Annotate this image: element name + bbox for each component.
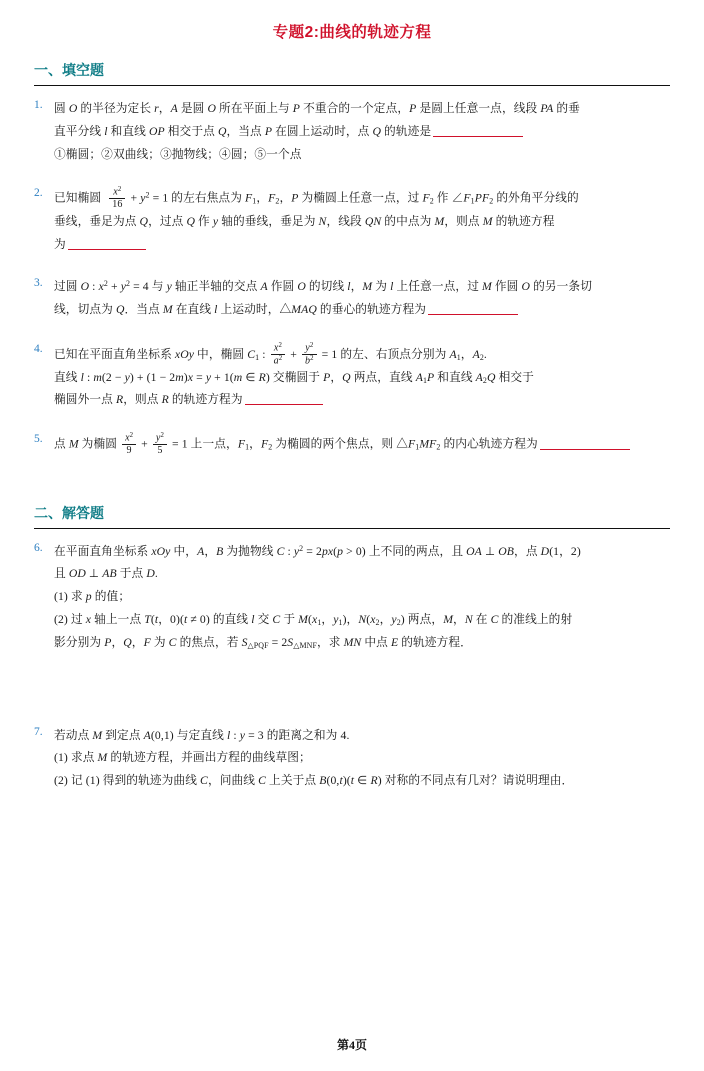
question-item — [34, 276, 670, 322]
question-body: 若动点 M 到定点 A(0,1) 与定直线 l : y = 3 的距离之和为 4. (1) 求点 M 的轨迹方程，并画出方程的曲线草图； (2) 记 (1) 得到的轨迹为曲线 C，问曲线 C 上关于点 B(0,t)(t ∈ R) 对称的不同点有几对？请说明理由． — [54, 728, 574, 788]
section-heading-solution: 二、解答题 — [34, 504, 104, 521]
page-title: 专题2:曲线的轨迹方程 — [272, 24, 432, 41]
question-number: 7. — [34, 725, 43, 738]
question-number: 1. — [34, 99, 43, 111]
question-number: 2. — [34, 187, 43, 200]
question-number: 5. — [34, 433, 43, 446]
question-item — [34, 186, 670, 256]
answer-blank[interactable] — [433, 125, 523, 137]
question-number: 3. — [34, 277, 43, 290]
question-item — [34, 98, 670, 166]
page-footer: 第4页 — [336, 1038, 367, 1052]
question-item — [34, 541, 670, 655]
question-item — [34, 342, 670, 412]
question-number: 4. — [34, 342, 43, 355]
question-body: 圆 O 的半径为定长 r，A 是圆 O 所在平面上与 P 不重合的一个定点，P 是圆上任意一点，线段 PA 的垂 直平分线 l 和直线 OP 相交于点 Q，当点 P 在圆上运动时，点 Q 的轨迹是 ①椭圆；②双曲线；③抛物线；④圆；⑤一个点 — [54, 102, 580, 161]
question-item — [34, 432, 670, 456]
answer-blank[interactable] — [68, 238, 146, 250]
section-divider — [34, 85, 670, 86]
answer-blank[interactable] — [428, 303, 518, 315]
answer-blank[interactable] — [540, 438, 630, 450]
section-divider — [34, 528, 670, 529]
question-body: 已知椭圆 $\frac{x^2}{16}$ + $y^2 = 1$ 的左右焦点为 $F_1$，$F_2$，P 为椭圆上任意一点，过 $F_2$ 作 $\angle F_1PF_2$ 的外角平分线的 垂线，垂足为点 Q，过点 Q 作 y 轴的垂线，垂足为 N，线段 QN 的中点为 M，则点 M 的轨迹方程 为 — [54, 186, 579, 251]
answer-blank[interactable] — [245, 393, 323, 405]
question-body: 过圆 O : $x^2 + y^2 = 4$ 与 y 轴正半轴的交点 A 作圆 O 的切线 l，M 为 l 上任意一点，过 M 作圆 O 的另一条切 线，切点为 Q．当点 M 在直线 l 上运动时，△MAQ 的垂心的轨迹方程为 — [54, 279, 593, 317]
section-heading-fill-in-blank: 一、填空题 — [34, 62, 104, 78]
question-body: 在平面直角坐标系 xOy 中，A，B 为抛物线 C : $y^2 = 2px(p > 0)$ 上不同的两点，且 OA ⊥ OB，点 D(1，2) 且 OD ⊥ AB 于点 D. (1) 求 p 的值； (2) 过 x 轴上一点 T(t，0)(t ≠ 0) 的直线 l 交 C 于 $M(x_1$，$y_1$)，$N(x_2$，$y_2$) 两点，M，N 在 C 的准线上的射 影分别为 P，Q，F 为 C 的焦点，若 $S_{\triangle PQF} = 2S_{\triangle MNF}$，求 MN 中点 E 的轨迹方程． — [54, 543, 581, 650]
question-body: 已知在平面直角坐标系 xOy 中，椭圆 $C_1$ : $\frac{x^2}{a^2}$ + $\frac{y^2}{b^2}$ = 1 的左、右顶点分别为 $A_1$，$A_2$. 直线 l : m(2 − y) + (1 − 2m)x = y + 1(m ∈ R) 交椭圆于 P，Q 两点，直线 $A_1P$ 和直线 $A_2Q$ 相交于 椭圆外一点 R，则点 R 的轨迹方程为 — [54, 341, 534, 407]
question-item — [34, 725, 670, 793]
question-number: 6. — [34, 541, 43, 554]
question-body: 点 M 为椭圆 $\frac{x^2}{9}$ + $\frac{y^2}{5}$ = 1 上一点，$F_1$，$F_2$ 为椭圆的两个焦点，则 $\triangle F_1MF_2$ 的内心轨迹方程为 — [54, 432, 670, 456]
